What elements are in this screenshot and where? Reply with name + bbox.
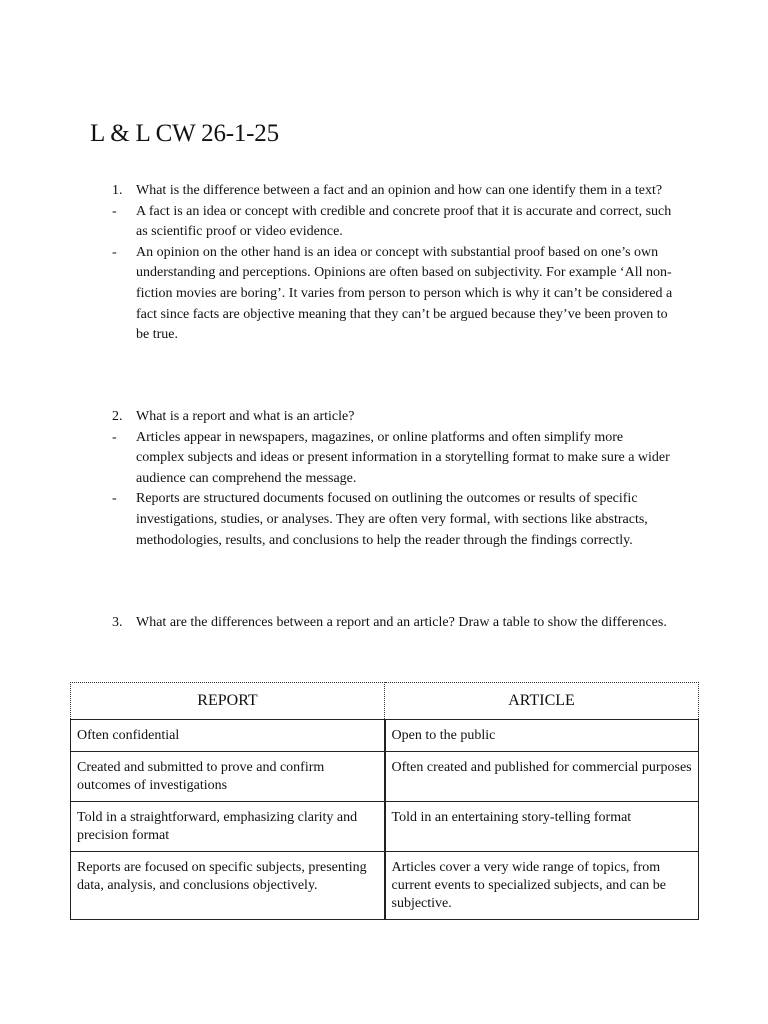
bullet-text: An opinion on the other hand is an idea or concept with substantial proof based on one’s own understanding and perceptions. Opinions are often based on subjectivity. For example ‘All non-fiction movies are boring’. It varies from person to person which is why it can’t be considered a fact since facts are objective meaning that they can’t be argued because they’ve been proven to be true. (136, 244, 673, 343)
question-number: 3. (112, 615, 123, 630)
answer-bullet (0, 428, 674, 490)
article-cell: Told in an entertaining story-telling format (385, 802, 699, 852)
report-cell: Told in a straightforward, emphasizing clarity and precision format (71, 802, 385, 852)
answer-bullet (0, 243, 674, 346)
question-number: 1. (112, 183, 123, 198)
comparison-table (70, 682, 699, 920)
question-text: What is a report and what is an article? (136, 409, 355, 424)
bullet-text: Reports are structured documents focused on outlining the outcomes or results of specific investigations, studies, or analyses. They are often very formal, with sections like abstracts, methodologies, results, and conclusions to help the reader through the findings correctly. (136, 491, 648, 548)
document-title: L & L CW 26-1-25 (90, 120, 279, 147)
question-3-block (0, 613, 768, 634)
table-row (71, 852, 699, 920)
question-2 (0, 407, 674, 428)
bullet-marker: - (112, 203, 117, 219)
bullet-text: A fact is an idea or concept with credible and concrete proof that it is accurate and correct, such as scientific proof or video evidence. (136, 203, 672, 240)
report-cell: Often confidential (71, 720, 385, 752)
question-1 (0, 181, 674, 202)
table-row (71, 802, 699, 852)
answer-bullet (0, 202, 674, 243)
table-header-row (71, 683, 699, 720)
question-text: What are the differences between a report and an article? Draw a table to show the differences. (136, 615, 667, 630)
question-2-block (0, 407, 768, 551)
column-header-article: ARTICLE (385, 683, 699, 720)
column-header-report: REPORT (71, 683, 385, 720)
bullet-marker: - (112, 429, 117, 445)
table-row (71, 752, 699, 802)
article-cell: Articles cover a very wide range of topics, from current events to specialized subjects, and can be subjective. (385, 852, 699, 920)
bullet-marker: - (112, 491, 117, 507)
article-cell: Open to the public (385, 720, 699, 752)
report-cell: Reports are focused on specific subjects, presenting data, analysis, and conclusions objectively. (71, 852, 385, 920)
report-cell: Created and submitted to prove and confirm outcomes of investigations (71, 752, 385, 802)
question-1-block (0, 181, 768, 346)
question-text: What is the difference between a fact and an opinion and how can one identify them in a text? (136, 183, 663, 198)
question-3 (0, 613, 674, 634)
bullet-marker: - (112, 244, 117, 260)
answer-bullet (0, 489, 674, 551)
bullet-text: Articles appear in newspapers, magazines, or online platforms and often simplify more complex subjects and ideas or present information in a storytelling format to make sure a wider audience can comprehend the message. (136, 429, 670, 486)
article-cell: Often created and published for commercial purposes (385, 752, 699, 802)
table-row (71, 720, 699, 752)
question-number: 2. (112, 409, 123, 424)
